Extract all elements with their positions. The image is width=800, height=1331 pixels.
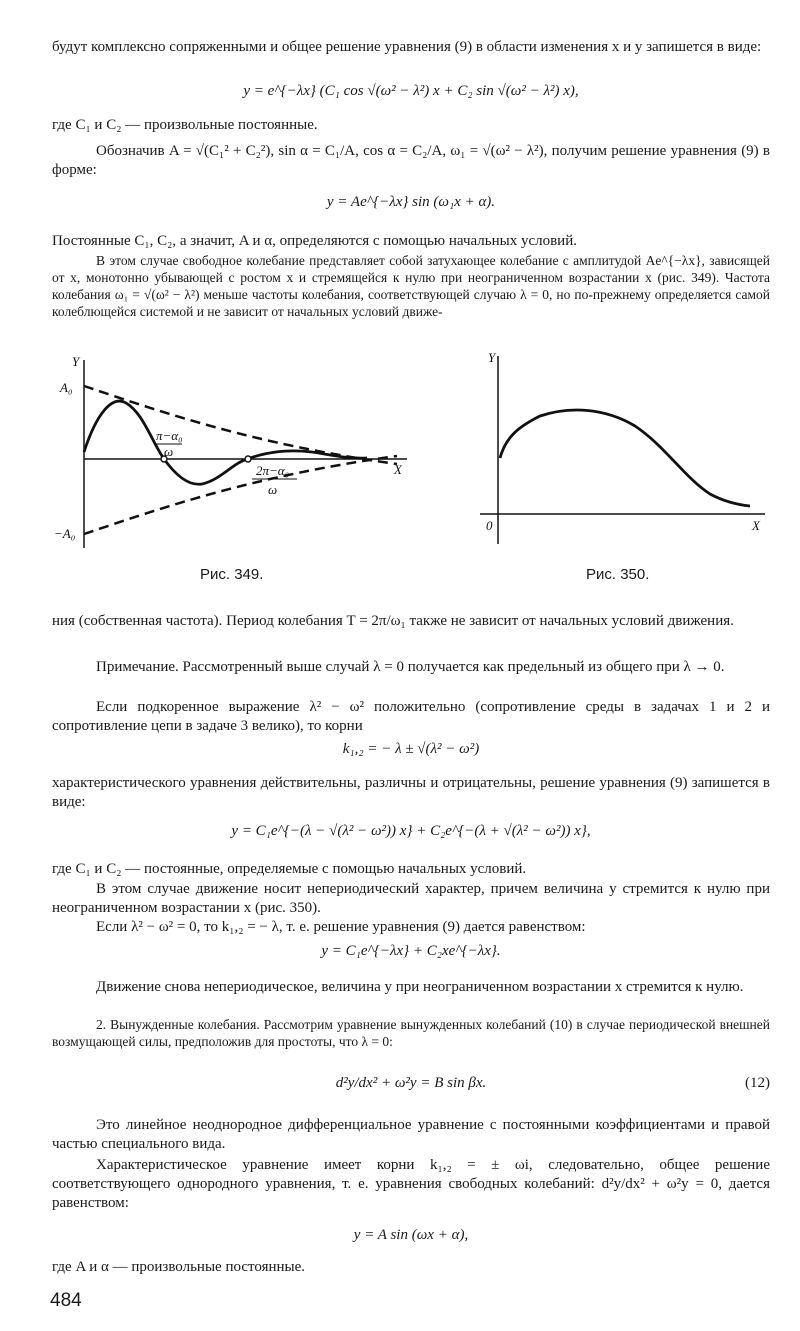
fig350-aperiodic-curve [500, 410, 750, 506]
equation-1: y = e^{−λx} (C₁ cos √(ω² − λ²) x + C₂ sin √(ω² − λ²) x), [243, 83, 579, 99]
equation-3: k₁,₂ = − λ ± √(λ² − ω²) [342, 741, 480, 757]
paragraph-17: где A и α — произвольные постоянные. [52, 1259, 306, 1275]
fig349-y-label: Y [72, 354, 80, 369]
equation-6 [52, 1072, 770, 1094]
paragraph-12: Если λ² − ω² = 0, то k₁,₂ = − λ, т. е. решение уравнения (9) дается равенством: [96, 919, 586, 935]
paragraph-4: Постоянные C₁, C₂, а значит, A и α, определяются с помощью начальных условий. [52, 233, 577, 249]
caption-349: Рис. 349. [200, 566, 264, 583]
fig349-omega-label-1: ω [164, 444, 174, 459]
fig349-pi-alpha-label: π−α₀ [156, 428, 183, 443]
paragraph-5: В этом случае свободное колебание представляет собой затухающее колебание с амплитудой Ae^{−λx}, зависящей от x, монотонно убывающей с ростом x и стремящейся к нулю при неограниченном возрастании x (рис. 349). Частота колебания ω₁ = √(ω² − λ²) меньше частоты колебания, соответствующей случаю λ = 0, но по-прежнему определяется самой колеблющейся системой и не зависит от начальных условий движе- [52, 253, 770, 319]
figure-349 [52, 352, 412, 552]
fig349-2pi-alpha-label: 2π−α₀ [256, 463, 290, 478]
paragraph-15: Это линейное неоднородное дифференциальное уравнение с постоянными коэффициентами и правой частью специального вида. [52, 1117, 770, 1152]
fig350-origin-label: 0 [486, 518, 493, 533]
fig349-zero-crossing-2 [245, 456, 251, 462]
paragraph-14: 2. Вынужденные колебания. Рассмотрим уравнение вынужденных колебаний (10) в случае периодической внешней возмущающей силы, предположив для простоты, что λ = 0: [52, 1017, 770, 1049]
paragraph-3: Обозначив A = √(C₁² + C₂²), sin α = C₁/A, cos α = C₂/A, ω₁ = √(ω² − λ²), получим решение уравнения (9) в форме: [52, 143, 770, 178]
fig349-omega-label-2: ω [268, 482, 278, 497]
caption-350: Рис. 350. [586, 566, 650, 583]
paragraph-13: Движение снова непериодическое, величина y при неограниченном возрастании x стремится к нулю. [96, 979, 744, 995]
fig349-x-label: X [394, 462, 402, 477]
page-number: 484 [50, 1290, 82, 1311]
fig349-neg-a0-label: −A₀ [54, 526, 76, 541]
paragraph-16: Характеристическое уравнение имеет корни k₁,₂ = ± ωi, следовательно, общее решение соответствующего однородного уравнения, т. е. уравнения свободных колебаний: d²y/dx² + ω²y = 0, дается равенством: [52, 1157, 770, 1211]
paragraph-8: Если подкоренное выражение λ² − ω² положительно (сопротивление среды в задачах 1 и 2 и сопротивление цепи в задаче 3 велико), то корни [52, 699, 770, 734]
equation-4: y = C₁e^{−(λ − √(λ² − ω²)) x} + C₂e^{−(λ + √(λ² − ω²)) x}, [231, 823, 591, 839]
equation-6-body: d²y/dx² + ω²y = B sin βx. [335, 1075, 487, 1091]
fig349-a0-label: A₀ [60, 380, 73, 395]
equation-2: y = Ae^{−λx} sin (ω₁x + α). [326, 194, 496, 210]
figure-350 [470, 348, 770, 548]
equation-7: y = A sin (ωx + α), [353, 1227, 469, 1243]
paragraph-6: ния (собственная частота). Период колебания T = 2π/ω₁ также не зависит от начальных условий движения. [52, 613, 734, 629]
fig349-upper-envelope [84, 386, 397, 464]
paragraph-10: где C₁ и C₂ — постоянные, определяемые с помощью начальных условий. [52, 861, 527, 877]
equation-6-number: (12) [745, 1075, 770, 1091]
paragraph-7: Примечание. Рассмотренный выше случай λ = 0 получается как предельный из общего при λ → 0. [96, 659, 725, 675]
paragraph-9: характеристического уравнения действительны, различны и отрицательны, решение уравнения (9) запишется в виде: [52, 775, 770, 810]
fig349-lower-envelope [84, 456, 397, 534]
paragraph-11: В этом случае движение носит непериодический характер, причем величина y стремится к нулю при неограниченном возрастании x (рис. 350). [52, 881, 770, 916]
fig350-x-label: X [752, 518, 760, 533]
paragraph-1: будут комплексно сопряженными и общее решение уравнения (9) в области изменения x и y запишется в виде: [52, 39, 762, 55]
paragraph-2: где C₁ и C₂ — произвольные постоянные. [52, 117, 318, 133]
equation-5: y = C₁e^{−λx} + C₂xe^{−λx}. [321, 943, 501, 959]
fig349-damped-curve [84, 401, 367, 484]
fig350-y-label: Y [488, 350, 496, 365]
